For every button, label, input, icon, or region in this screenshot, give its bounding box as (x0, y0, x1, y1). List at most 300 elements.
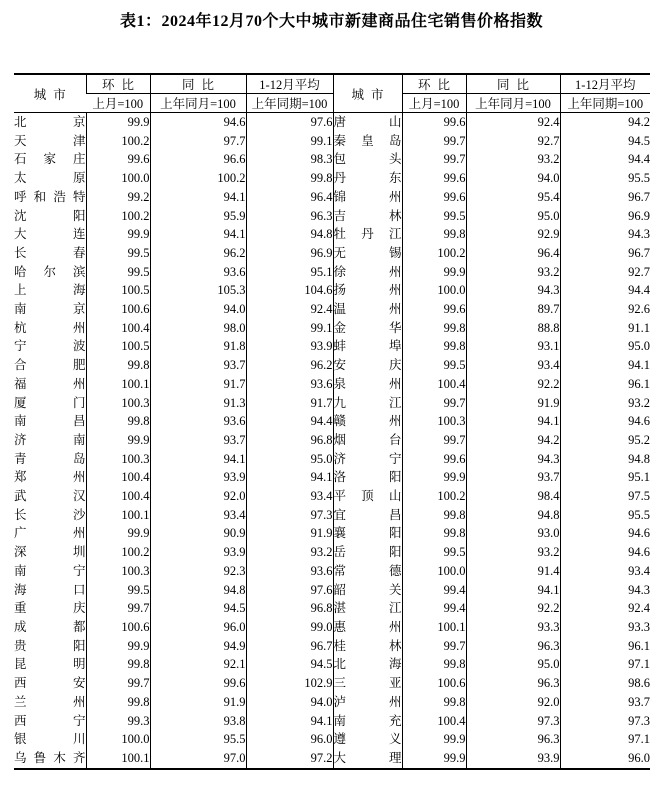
yoy-value: 98.4 (466, 487, 560, 506)
yoy-value: 91.8 (150, 337, 246, 356)
city-name-cell: 昆 明 (14, 657, 86, 672)
avg-value: 95.1 (246, 263, 333, 282)
avg-value: 91.9 (246, 524, 333, 543)
yoy-value: 99.6 (150, 674, 246, 693)
table-row (14, 618, 650, 637)
city-name-cell: 扬 州 (333, 281, 402, 300)
yoy-value: 93.4 (466, 356, 560, 375)
avg-value: 93.9 (246, 337, 333, 356)
avg-value: 94.6 (560, 412, 650, 431)
mom-value: 100.4 (402, 375, 466, 394)
yoy-value: 89.7 (466, 300, 560, 319)
mom-value: 100.3 (86, 450, 150, 469)
avg-value: 92.6 (560, 300, 650, 319)
city-name-cell: 太 原 (14, 171, 86, 186)
yoy-value: 93.3 (466, 618, 560, 637)
city-name-cell: 郑 州 (14, 470, 86, 485)
avg-value: 95.0 (246, 450, 333, 469)
mom-value: 99.7 (86, 674, 150, 693)
city-name-cell: 遵 义 (333, 730, 402, 749)
table-row (14, 207, 650, 226)
city-name-cell: 丹 东 (333, 169, 402, 188)
mom-value: 100.2 (86, 543, 150, 562)
avg-value: 94.0 (246, 693, 333, 712)
city-name-cell: 杭 州 (14, 320, 86, 335)
city-name-cell: 上 海 (14, 283, 86, 298)
table-row (14, 150, 650, 169)
avg-value: 95.5 (560, 506, 650, 525)
avg-value: 95.2 (560, 431, 650, 450)
yoy-value: 93.2 (466, 150, 560, 169)
header-mom-base-left: 上月=100 (86, 94, 150, 113)
header-mom-right: 环比 (402, 74, 466, 94)
city-name-cell: 长 春 (14, 245, 86, 260)
yoy-value: 90.9 (150, 524, 246, 543)
mom-value: 99.3 (86, 712, 150, 731)
avg-value: 93.6 (246, 375, 333, 394)
avg-value: 99.1 (246, 319, 333, 338)
table-row (14, 749, 650, 769)
yoy-value: 91.7 (150, 375, 246, 394)
avg-value: 97.3 (560, 712, 650, 731)
mom-value: 99.2 (86, 188, 150, 207)
city-name-cell: 石 家 庄 (14, 152, 86, 167)
table-row (14, 487, 650, 506)
avg-value: 96.0 (246, 730, 333, 749)
table-row (14, 394, 650, 413)
table-row (14, 450, 650, 469)
yoy-value: 92.4 (466, 113, 560, 132)
header-avg-right: 1-12月平均 (560, 74, 650, 94)
yoy-value: 94.1 (150, 188, 246, 207)
yoy-value: 92.9 (466, 225, 560, 244)
yoy-value: 93.2 (466, 263, 560, 282)
city-name-cell: 湛 江 (333, 599, 402, 618)
avg-value: 96.3 (246, 207, 333, 226)
city-name-cell: 烟 台 (333, 431, 402, 450)
yoy-value: 94.1 (150, 225, 246, 244)
mom-value: 100.0 (402, 281, 466, 300)
yoy-value: 91.9 (150, 693, 246, 712)
city-name-cell: 兰 州 (14, 694, 86, 709)
mom-value: 100.2 (86, 207, 150, 226)
city-name-cell: 无 锡 (333, 244, 402, 263)
avg-value: 94.2 (560, 113, 650, 132)
city-name-cell: 宜 昌 (333, 506, 402, 525)
avg-value: 97.3 (246, 506, 333, 525)
city-name-cell: 牡 丹 江 (333, 225, 402, 244)
city-name-cell: 蚌 埠 (333, 337, 402, 356)
table-row (14, 319, 650, 338)
yoy-value: 100.2 (150, 169, 246, 188)
yoy-value: 96.3 (466, 637, 560, 656)
header-city-right: 城市 (333, 74, 402, 113)
city-name-cell: 唐 山 (333, 113, 402, 132)
mom-value: 99.7 (402, 637, 466, 656)
city-name-cell: 西 安 (14, 676, 86, 691)
mom-value: 99.8 (402, 337, 466, 356)
yoy-value: 93.7 (150, 431, 246, 450)
yoy-value: 93.9 (150, 468, 246, 487)
yoy-value: 95.0 (466, 655, 560, 674)
city-name-cell: 深 圳 (14, 545, 86, 560)
table-row (14, 356, 650, 375)
mom-value: 99.6 (402, 113, 466, 132)
page-title: 表1：2024年12月70个大中城市新建商品住宅销售价格指数 (119, 13, 543, 30)
yoy-value: 94.1 (466, 412, 560, 431)
mom-value: 99.8 (402, 225, 466, 244)
table-row (14, 188, 650, 207)
avg-value: 93.6 (246, 562, 333, 581)
city-name-cell: 济 南 (14, 432, 86, 447)
mom-value: 100.2 (402, 244, 466, 263)
header-avg-base-left: 上年同期=100 (246, 94, 333, 113)
city-name-cell: 安 庆 (333, 356, 402, 375)
yoy-value: 92.2 (466, 599, 560, 618)
avg-value: 97.2 (246, 749, 333, 769)
avg-value: 99.0 (246, 618, 333, 637)
mom-value: 99.6 (402, 300, 466, 319)
yoy-value: 95.5 (150, 730, 246, 749)
city-name-cell: 大 理 (333, 749, 402, 769)
avg-value: 94.3 (560, 225, 650, 244)
yoy-value: 92.3 (150, 562, 246, 581)
city-name-cell: 贵 阳 (14, 638, 86, 653)
yoy-value: 96.6 (150, 150, 246, 169)
mom-value: 99.8 (402, 319, 466, 338)
avg-value: 96.8 (246, 431, 333, 450)
yoy-value: 97.3 (466, 712, 560, 731)
table-row (14, 730, 650, 749)
table-row (14, 543, 650, 562)
mom-value: 99.9 (86, 524, 150, 543)
yoy-value: 105.3 (150, 281, 246, 300)
header-yoy-base-left: 上年同月=100 (150, 94, 246, 113)
mom-value: 99.5 (86, 581, 150, 600)
mom-value: 100.3 (86, 562, 150, 581)
avg-value: 94.8 (560, 450, 650, 469)
yoy-value: 93.4 (150, 506, 246, 525)
mom-value: 100.4 (86, 468, 150, 487)
table-row (14, 244, 650, 263)
city-name-cell: 南 宁 (14, 563, 86, 578)
mom-value: 99.9 (86, 431, 150, 450)
avg-value: 93.3 (560, 618, 650, 637)
city-name-cell: 济 宁 (333, 450, 402, 469)
city-name-cell: 赣 州 (333, 412, 402, 431)
mom-value: 100.4 (86, 487, 150, 506)
mom-value: 100.1 (86, 749, 150, 769)
mom-value: 100.6 (86, 300, 150, 319)
avg-value: 92.4 (246, 300, 333, 319)
table-row (14, 468, 650, 487)
yoy-value: 91.4 (466, 562, 560, 581)
table-row (14, 412, 650, 431)
mom-value: 99.9 (86, 637, 150, 656)
avg-value: 97.1 (560, 730, 650, 749)
avg-value: 94.4 (246, 412, 333, 431)
city-name-cell: 岳 阳 (333, 543, 402, 562)
table-row (14, 712, 650, 731)
table-row (14, 225, 650, 244)
mom-value: 99.9 (86, 113, 150, 132)
table-row (14, 562, 650, 581)
yoy-value: 94.6 (150, 113, 246, 132)
mom-value: 99.6 (86, 150, 150, 169)
city-name-cell: 南 昌 (14, 414, 86, 429)
mom-value: 99.5 (86, 263, 150, 282)
mom-value: 99.5 (86, 244, 150, 263)
city-name-cell: 海 口 (14, 582, 86, 597)
header-avg-base-right: 上年同期=100 (560, 94, 650, 113)
city-name-cell: 乌 鲁 木 齐 (14, 750, 86, 765)
mom-value: 99.8 (402, 693, 466, 712)
yoy-value: 94.0 (150, 300, 246, 319)
avg-value: 96.7 (246, 637, 333, 656)
city-name-cell: 襄 阳 (333, 524, 402, 543)
price-index-table (14, 73, 650, 770)
avg-value: 97.1 (560, 655, 650, 674)
yoy-value: 93.9 (466, 749, 560, 769)
mom-value: 99.9 (86, 225, 150, 244)
city-name-cell: 北 京 (14, 115, 86, 129)
mom-value: 100.5 (86, 337, 150, 356)
mom-value: 100.1 (86, 506, 150, 525)
avg-value: 98.3 (246, 150, 333, 169)
city-name-cell: 秦 皇 岛 (333, 132, 402, 151)
city-name-cell: 大 连 (14, 227, 86, 242)
yoy-value: 95.9 (150, 207, 246, 226)
header-avg-left: 1-12月平均 (246, 74, 333, 94)
table-row (14, 281, 650, 300)
avg-value: 93.2 (246, 543, 333, 562)
avg-value: 96.9 (560, 207, 650, 226)
mom-value: 100.6 (402, 674, 466, 693)
table-row (14, 524, 650, 543)
avg-value: 95.1 (560, 468, 650, 487)
avg-value: 94.4 (560, 281, 650, 300)
city-name-cell: 西 宁 (14, 713, 86, 728)
yoy-value: 94.0 (466, 169, 560, 188)
table-header (14, 74, 650, 113)
avg-value: 94.6 (560, 524, 650, 543)
yoy-value: 94.2 (466, 431, 560, 450)
avg-value: 94.1 (560, 356, 650, 375)
avg-value: 94.6 (560, 543, 650, 562)
avg-value: 97.6 (246, 581, 333, 600)
avg-value: 97.5 (560, 487, 650, 506)
avg-value: 96.0 (560, 749, 650, 769)
yoy-value: 92.2 (466, 375, 560, 394)
city-name-cell: 天 津 (14, 133, 86, 148)
yoy-value: 93.0 (466, 524, 560, 543)
avg-value: 96.2 (246, 356, 333, 375)
city-name-cell: 福 州 (14, 376, 86, 391)
mom-value: 99.8 (86, 356, 150, 375)
city-name-cell: 沈 阳 (14, 208, 86, 223)
city-name-cell: 金 华 (333, 319, 402, 338)
table-row (14, 132, 650, 151)
yoy-value: 92.7 (466, 132, 560, 151)
avg-value: 93.4 (246, 487, 333, 506)
city-name-cell: 广 州 (14, 526, 86, 541)
avg-value: 96.8 (246, 599, 333, 618)
yoy-value: 93.2 (466, 543, 560, 562)
mom-value: 99.4 (402, 599, 466, 618)
city-name-cell: 桂 林 (333, 637, 402, 656)
yoy-value: 91.3 (150, 394, 246, 413)
mom-value: 99.8 (402, 524, 466, 543)
avg-value: 92.7 (560, 263, 650, 282)
avg-value: 94.1 (246, 712, 333, 731)
yoy-value: 94.8 (150, 581, 246, 600)
mom-value: 99.8 (86, 693, 150, 712)
mom-value: 99.6 (402, 188, 466, 207)
table-row (14, 674, 650, 693)
avg-value: 93.4 (560, 562, 650, 581)
city-name-cell: 锦 州 (333, 188, 402, 207)
mom-value: 100.1 (402, 618, 466, 637)
city-name-cell: 重 庆 (14, 601, 86, 616)
yoy-value: 94.3 (466, 281, 560, 300)
header-yoy-right: 同比 (466, 74, 560, 94)
yoy-value: 94.8 (466, 506, 560, 525)
yoy-value: 96.0 (150, 618, 246, 637)
avg-value: 99.1 (246, 132, 333, 151)
mom-value: 99.5 (402, 543, 466, 562)
mom-value: 99.9 (402, 263, 466, 282)
yoy-value: 92.1 (150, 655, 246, 674)
avg-value: 94.4 (560, 150, 650, 169)
city-name-cell: 哈 尔 滨 (14, 264, 86, 279)
city-name-cell: 呼 和 浩 特 (14, 189, 86, 204)
mom-value: 99.8 (402, 506, 466, 525)
avg-value: 91.1 (560, 319, 650, 338)
city-name-cell: 长 沙 (14, 507, 86, 522)
yoy-value: 92.0 (466, 693, 560, 712)
mom-value: 99.8 (86, 412, 150, 431)
mom-value: 100.1 (86, 375, 150, 394)
mom-value: 100.6 (86, 618, 150, 637)
mom-value: 99.9 (402, 730, 466, 749)
city-name-cell: 温 州 (333, 300, 402, 319)
avg-value: 96.4 (246, 188, 333, 207)
yoy-value: 88.8 (466, 319, 560, 338)
city-name-cell: 武 汉 (14, 489, 86, 504)
header-yoy-base-right: 上年同月=100 (466, 94, 560, 113)
table-row (14, 655, 650, 674)
avg-value: 104.6 (246, 281, 333, 300)
avg-value: 96.1 (560, 637, 650, 656)
table-row (14, 375, 650, 394)
header-mom-base-right: 上月=100 (402, 94, 466, 113)
avg-value: 97.6 (246, 113, 333, 132)
avg-value: 98.6 (560, 674, 650, 693)
mom-value: 100.4 (402, 712, 466, 731)
mom-value: 100.5 (86, 281, 150, 300)
mom-value: 100.0 (86, 730, 150, 749)
city-name-cell: 合 肥 (14, 358, 86, 373)
yoy-value: 96.4 (466, 244, 560, 263)
city-name-cell: 平 顶 山 (333, 487, 402, 506)
city-name-cell: 厦 门 (14, 395, 86, 410)
avg-value: 95.0 (560, 337, 650, 356)
yoy-value: 94.1 (466, 581, 560, 600)
avg-value: 95.5 (560, 169, 650, 188)
table-row (14, 637, 650, 656)
table-row (14, 599, 650, 618)
city-name-cell: 常 德 (333, 562, 402, 581)
yoy-value: 93.6 (150, 263, 246, 282)
table-row (14, 169, 650, 188)
header-city-left: 城市 (14, 74, 86, 113)
mom-value: 100.0 (86, 169, 150, 188)
city-name-cell: 惠 州 (333, 618, 402, 637)
yoy-value: 95.4 (466, 188, 560, 207)
city-name-cell: 九 江 (333, 394, 402, 413)
avg-value: 96.1 (560, 375, 650, 394)
avg-value: 99.8 (246, 169, 333, 188)
city-name-cell: 南 京 (14, 302, 86, 317)
table-row (14, 581, 650, 600)
city-name-cell: 成 都 (14, 619, 86, 634)
mom-value: 99.7 (402, 132, 466, 151)
yoy-value: 93.8 (150, 712, 246, 731)
city-name-cell: 洛 阳 (333, 468, 402, 487)
mom-value: 99.9 (402, 468, 466, 487)
yoy-value: 93.7 (466, 468, 560, 487)
mom-value: 100.3 (402, 412, 466, 431)
avg-value: 94.5 (560, 132, 650, 151)
mom-value: 100.2 (402, 487, 466, 506)
table-row (14, 113, 650, 132)
city-name-cell: 青 岛 (14, 451, 86, 466)
mom-value: 100.4 (86, 319, 150, 338)
city-name-cell: 银 川 (14, 732, 86, 747)
city-name-cell: 南 充 (333, 712, 402, 731)
city-name-cell: 三 亚 (333, 674, 402, 693)
table-row (14, 263, 650, 282)
yoy-value: 94.5 (150, 599, 246, 618)
mom-value: 99.5 (402, 207, 466, 226)
mom-value: 99.6 (402, 169, 466, 188)
mom-value: 99.5 (402, 356, 466, 375)
yoy-value: 95.0 (466, 207, 560, 226)
avg-value: 96.9 (246, 244, 333, 263)
mom-value: 100.3 (86, 394, 150, 413)
mom-value: 99.7 (86, 599, 150, 618)
avg-value: 94.5 (246, 655, 333, 674)
table-row (14, 337, 650, 356)
yoy-value: 97.7 (150, 132, 246, 151)
avg-value: 93.2 (560, 394, 650, 413)
city-name-cell: 泉 州 (333, 375, 402, 394)
yoy-value: 96.2 (150, 244, 246, 263)
yoy-value: 94.1 (150, 450, 246, 469)
yoy-value: 91.9 (466, 394, 560, 413)
mom-value: 99.9 (402, 749, 466, 769)
yoy-value: 93.9 (150, 543, 246, 562)
yoy-value: 96.3 (466, 674, 560, 693)
avg-value: 92.4 (560, 599, 650, 618)
yoy-value: 93.1 (466, 337, 560, 356)
city-name-cell: 包 头 (333, 150, 402, 169)
mom-value: 99.4 (402, 581, 466, 600)
avg-value: 91.7 (246, 394, 333, 413)
avg-value: 96.7 (560, 188, 650, 207)
city-name-cell: 吉 林 (333, 207, 402, 226)
city-name-cell: 泸 州 (333, 693, 402, 712)
